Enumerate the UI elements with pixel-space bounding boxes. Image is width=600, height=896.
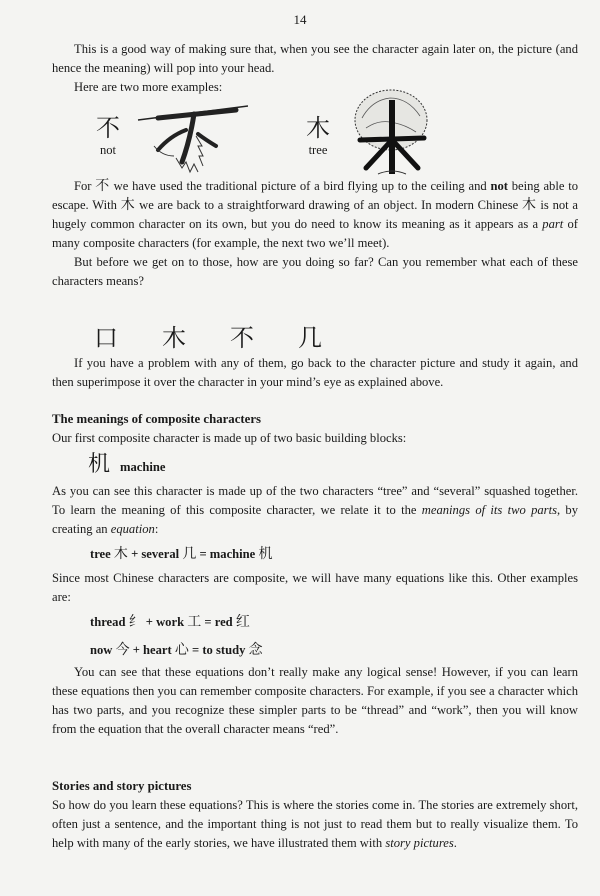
example-not [88,114,128,158]
review-characters [94,318,366,353]
equation-red: thread 纟 + work 工 = red 红 [90,614,250,630]
paragraph-4: But before we get on to those, how are you doing so far? Can you remember what each of these characters means? [52,255,578,288]
example-not-char: 不 [96,114,120,142]
composite-paragraph-3: You can see that these equations don’t really make any logical sense! However, if you can learn these equations then you can remember composite characters. For example, if you see a character which has two parts, and you recognize these simpler parts to be “thread” and “work”, then you will know from the equation that the overall character means “red”. [52,665,578,736]
intro-text [52,40,578,97]
composite-explanation: As you can see this character is made up of the two characters “tree” and “several” squashed together. To learn the meaning of this composite character, we relate it to the meanings of its two parts, by creating an equation: [52,484,579,536]
review-char-not: 不 [230,324,254,352]
composite-paragraph-2: Since most Chinese characters are composite, we will have many equations like this. Other examples are: [52,571,578,604]
paragraph-1: This is a good way of making sure that, when you see the character again later on, the picture (and hence the meaning) will pop into your head. [52,42,578,75]
equation-study: now 今 + heart 心 = to study 念 [90,642,263,658]
bird-ceiling-illustration [136,100,248,178]
review-char-tree: 木 [162,324,186,352]
section-heading-composite: The meanings of composite characters [52,412,261,426]
section-composite [52,410,578,739]
example-not-label: not [99,143,117,157]
equation-machine: tree 木 + several 几 = machine 机 [90,546,273,562]
stories-paragraph: So how do you learn these equations? This is where the stories come in. The stories are extremely short, often just a sentence, and the important thing is not just to read them but to really visualize them. To help with many of the early stories, we have illustrated them with story pictures. [52,798,578,850]
paragraph-5-block [52,354,578,392]
machine-label: machine [120,460,166,474]
machine-example [52,448,578,482]
machine-char: 机 [88,452,111,477]
page-number: 14 [293,12,307,27]
paragraph-5: If you have a problem with any of them, go back to the character picture and study it again, and then superimpose it over the character in your mind’s eye as explained above. [52,356,578,389]
section-stories [52,777,578,853]
review-char-mouth: 口 [94,324,118,352]
tree-illustration [352,88,430,178]
section-heading-stories: Stories and story pictures [52,779,192,793]
example-tree-label: tree [308,143,328,157]
section-composite-intro: Our first composite character is made up of two basic building blocks: [52,431,407,445]
paragraph-2: Here are two more examples: [74,80,223,94]
example-tree-char: 木 [306,114,330,142]
paragraph-3-block [52,177,578,291]
review-char-several: 几 [298,324,322,352]
paragraph-3: For 不 we have used the traditional picture of a bird flying up to the ceiling and not being able to escape. With 木 we are back to a straightforward drawing of an object. In modern Chinese 木 is not a hugely common character on its own, but you do need to know its meaning as it appears as a part of many composite characters (for example, the next two we’ll meet). [52,178,579,250]
example-tree [300,114,336,158]
